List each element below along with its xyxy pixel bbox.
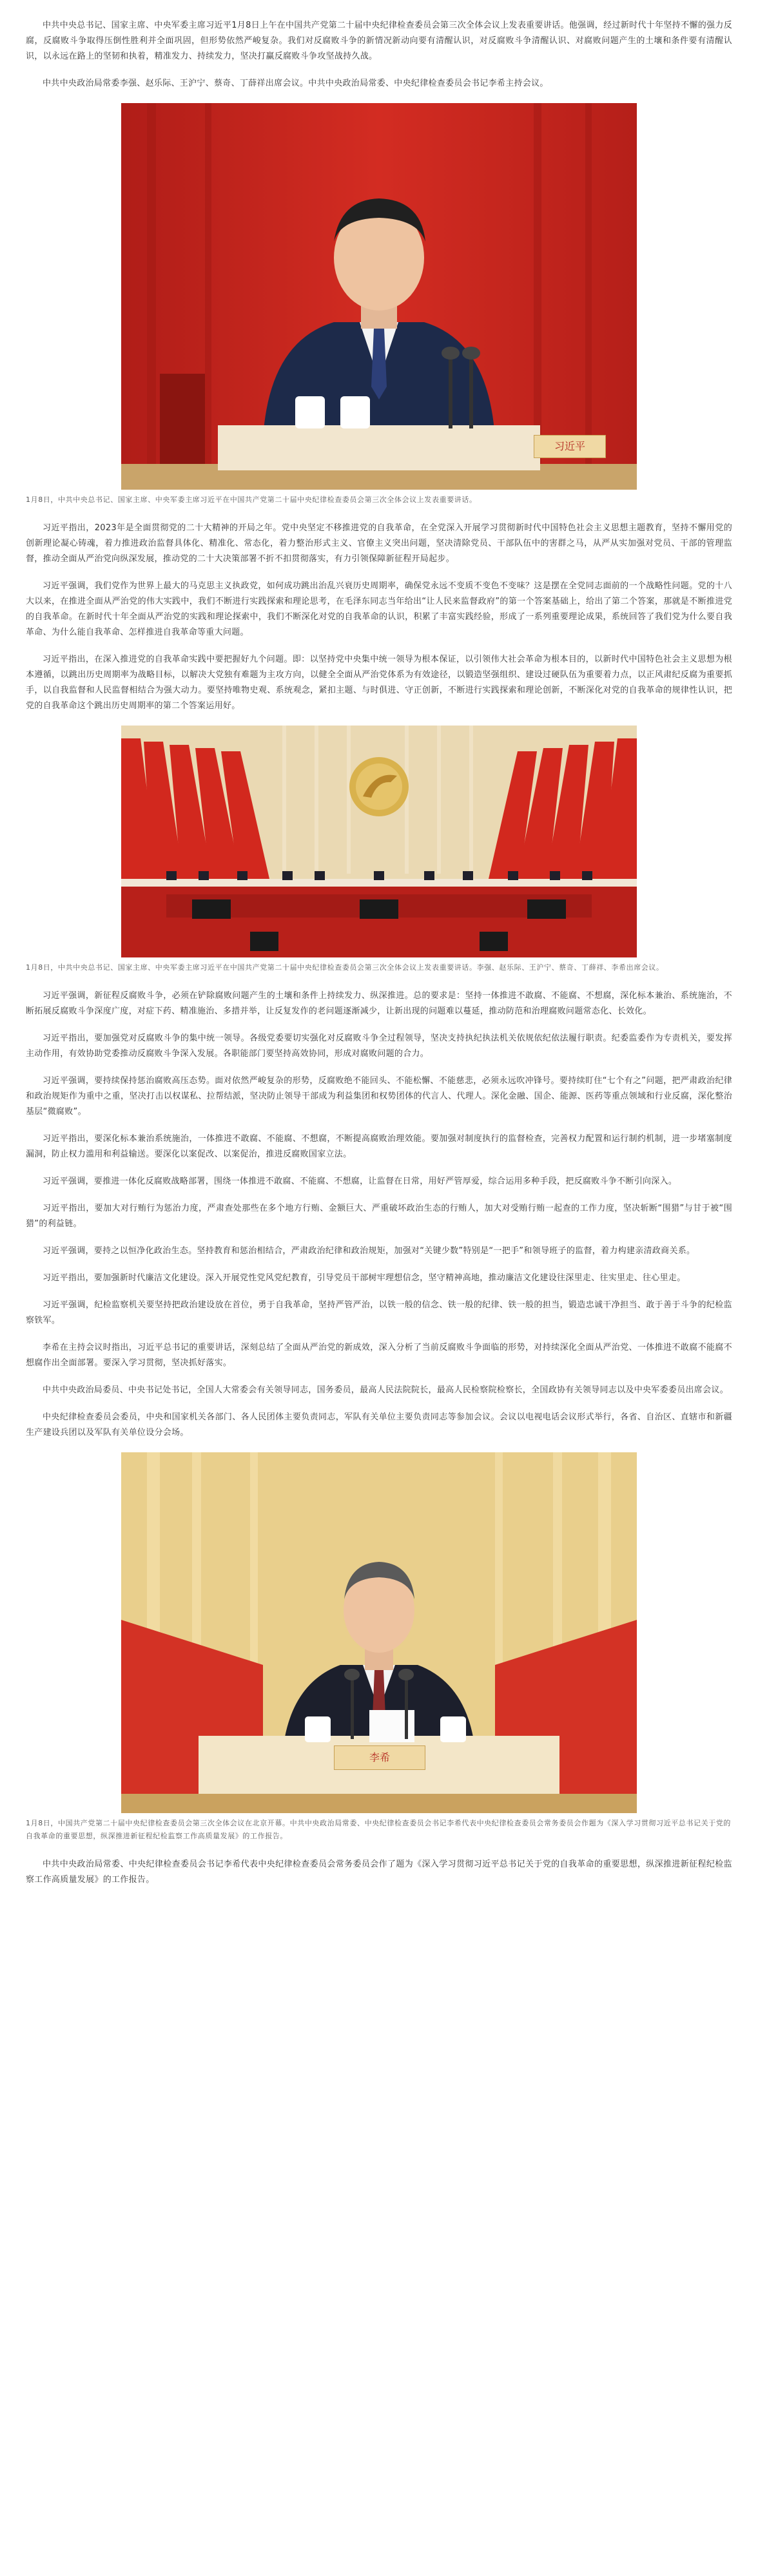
paragraph: 习近平指出，2023年是全面贯彻党的二十大精神的开局之年。党中央坚定不移推进党的自我革命，在全党深入开展学习贯彻新时代中国特色社会主义思想主题教育，坚持不懈用党的创新理论凝心铸魂，着力推进政治监督具体化、精准化、常态化，着力整治形式主义、官僚主义突出问题，坚决清除党员、干部队伍中的害群之马，从严从实加强对党员、干部的管理监督，推动全面从严治党向纵深发展，推动党的二十大决策部署不折不扣贯彻落实，有力引领保障新征程开局起步。	[26, 523, 732, 564]
photo-caption: 1月8日，中国共产党第二十届中央纪律检查委员会第三次全体会议在北京开幕。中共中央政治局常委、中央纪律检查委员会书记李希代表中央纪律检查委员会常务委员会作题为《深入学习贯彻习近平总书记关于党的自我革命的重要思想，纵深推进新征程纪检监察工作高质量发展》的工作报告。	[26, 1819, 731, 1840]
paragraph: 中共中央总书记、国家主席、中央军委主席习近平1月8日上午在中国共产党第二十届中央纪律检查委员会第三次全体会议上发表重要讲话。他强调，经过新时代十年坚持不懈的强力反腐，反腐败斗争取得压倒性胜利并全面巩固，但形势依然严峻复杂。我们对反腐败斗争的新情况新动向要有清醒认识，对反腐败斗争清醒认识、对腐败问题产生的土壤和条件要有清醒认识，以永远在路上的坚韧和执着，精准发力、持续发力，坚决打赢反腐败斗争攻坚战持久战。	[26, 21, 732, 61]
nameplate: 习近平	[534, 435, 606, 458]
nameplate: 李希	[334, 1745, 425, 1770]
stage-photo-illustration	[121, 726, 637, 957]
paragraph: 习近平强调，要推进一体化反腐败战略部署，围绕一体推进不敢腐、不能腐、不想腐，让监督在日常，用好严管厚爱，综合运用多种手段，把反腐败斗争不断引向深入。	[43, 1177, 677, 1186]
paragraph: 习近平强调，纪检监察机关要坚持把政治建设放在首位，勇于自我革命，坚持严管严治，以铁一般的信念、铁一般的纪律、铁一般的担当，锻造忠诚干净担当、敢于善于斗争的纪检监察铁军。	[26, 1300, 732, 1325]
paragraph: 习近平强调，新征程反腐败斗争，必须在铲除腐败问题产生的土壤和条件上持续发力、纵深推进。总的要求是：坚持一体推进不敢腐、不能腐、不想腐，深化标本兼治、系统施治，不断拓展反腐败斗争深度广度，对症下药、精准施治、多措并举，让反复发作的老问题逐渐减少，让新出现的问题难以蔓延，推动防范和治理腐败问题常态化、长效化。	[26, 991, 732, 1016]
photo-caption: 1月8日，中共中央总书记、国家主席、中央军委主席习近平在中国共产党第二十届中央纪律检查委员会第三次全体会议上发表重要讲话。	[26, 495, 477, 504]
speaker-photo	[121, 103, 637, 490]
paragraph: 习近平强调，我们党作为世界上最大的马克思主义执政党，如何成功跳出治乱兴衰历史周期率，确保党永远不变质不变色不变味？这是摆在全党同志面前的一个战略性问题。党的十八大以来，在推进全面从严治党的伟大实践中，我们不断进行实践探索和理论思考，在毛泽东同志当年给出“让人民来监督政府”的第一个答案基础上，给出了第二个答案，那就是不断推进党的自我革命。在新时代十年全面从严治党的实践和理论探索中，我们不断深化对党的自我革命的认识，积累了丰富实践经验，形成了一系列重要理论成果，系统回答了我们党为什么要自我革命、为什么能自我革命、怎样推进自我革命等重大问题。	[26, 581, 732, 637]
paragraph: 中共中央政治局常委、中央纪律检查委员会书记李希代表中央纪律检查委员会常务委员会作了题为《深入学习贯彻习近平总书记关于党的自我革命的重要思想，纵深推进新征程纪检监察工作高质量发展》的工作报告。	[26, 1860, 732, 1885]
paragraph: 习近平指出，要加大对行贿行为惩治力度，严肃查处那些在多个地方行贿、金额巨大、严重破坏政治生态的行贿人，加大对受贿行贿一起查的工作力度，坚决斩断“围猎”与甘于被“围猎”的利益链。	[26, 1204, 732, 1229]
article-body	[26, 18, 732, 1899]
paragraph: 李希在主持会议时指出，习近平总书记的重要讲话，深刻总结了全面从严治党的新成效，深入分析了当前反腐败斗争面临的形势，对持续深化全面从严治党、一体推进不敢腐不能腐不想腐作出全面部署。要深入学习贯彻，坚决抓好落实。	[26, 1343, 732, 1368]
stage-photo	[121, 726, 637, 957]
paragraph: 习近平强调，要持之以恒净化政治生态。坚持教育和惩治相结合，严肃政治纪律和政治规矩，加强对“关键少数”特别是“一把手”和领导班子的监督，着力构建亲清政商关系。	[43, 1246, 695, 1256]
paragraph: 习近平指出，要加强新时代廉洁文化建设。深入开展党性党风党纪教育，引导党员干部树牢理想信念，坚守精神高地，推动廉洁文化建设往深里走、往实里走、往心里走。	[43, 1273, 686, 1283]
paragraph: 习近平指出，要深化标本兼治系统施治，一体推进不敢腐、不能腐、不想腐，不断提高腐败治理效能。要加强对制度执行的监督检查，完善权力配置和运行制约机制，进一步堵塞制度漏洞，防止权力滥用和利益输送。要深化以案促改、以案促治，推进反腐败国家立法。	[26, 1134, 732, 1159]
paragraph: 习近平指出，要加强党对反腐败斗争的集中统一领导。各级党委要切实强化对反腐败斗争全过程领导，坚决支持执纪执法机关依规依纪依法履行职责。纪委监委作为专责机关，要发挥主动作用，有效协助党委推动反腐败斗争深入发展。各职能部门要坚持高效协同，形成对腐败问题的合力。	[26, 1033, 732, 1059]
paragraph: 中共中央政治局委员、中央书记处书记，全国人大常委会有关领导同志，国务委员，最高人民法院院长，最高人民检察院检察长，全国政协有关领导同志以及中央军委委员出席会议。	[43, 1385, 729, 1395]
paragraph: 中央纪律检查委员会委员，中央和国家机关各部门、各人民团体主要负责同志，军队有关单位主要负责同志等参加会议。会议以电视电话会议形式举行，各省、自治区、直辖市和新疆生产建设兵团以及军队有关单位设分会场。	[26, 1412, 732, 1437]
paragraph: 习近平强调，要持续保持惩治腐败高压态势。面对依然严峻复杂的形势，反腐败绝不能回头、不能松懈、不能慈悲，必须永远吹冲锋号。要持续盯住“七个有之”问题，把严肃政治纪律和政治规矩作为重中之重，坚决打击以权谋私、拉帮结派，坚决防止领导干部成为利益集团和权势团体的代言人、代理人。深化金融、国企、能源、医药等重点领域和行业反腐，深化整治基层“微腐败”。	[26, 1076, 732, 1117]
photo-caption: 1月8日，中共中央总书记、国家主席、中央军委主席习近平在中国共产党第二十届中央纪律检查委员会第三次全体会议上发表重要讲话。李强、赵乐际、王沪宁、蔡奇、丁薛祥、李希出席会议。	[26, 963, 664, 972]
speaker-photo-illustration	[121, 103, 637, 490]
paragraph: 中共中央政治局常委李强、赵乐际、王沪宁、蔡奇、丁薛祥出席会议。中共中央政治局常委、中央纪律检查委员会书记李希主持会议。	[43, 79, 549, 88]
speaker-photo	[121, 1452, 637, 1813]
paragraph: 习近平指出，在深入推进党的自我革命实践中要把握好九个问题。即：以坚持党中央集中统一领导为根本保证，以引领伟大社会革命为根本目的，以新时代中国特色社会主义思想为根本遵循，以跳出历史周期率为战略目标，以解决大党独有难题为主攻方向，以健全全面从严治党体系为有效途径，以锻造坚强组织、建设过硬队伍为重要着力点，以正风肃纪反腐为重要抓手，以自我监督和人民监督相结合为强大动力。要坚持唯物史观、系统观念，紧扣主题、与时俱进、守正创新，不断进行实践探索和理论创新，不断深化对党的自我革命的规律性认识，把党的自我革命这个跳出历史周期率的第二个答案运用好。	[26, 655, 732, 711]
